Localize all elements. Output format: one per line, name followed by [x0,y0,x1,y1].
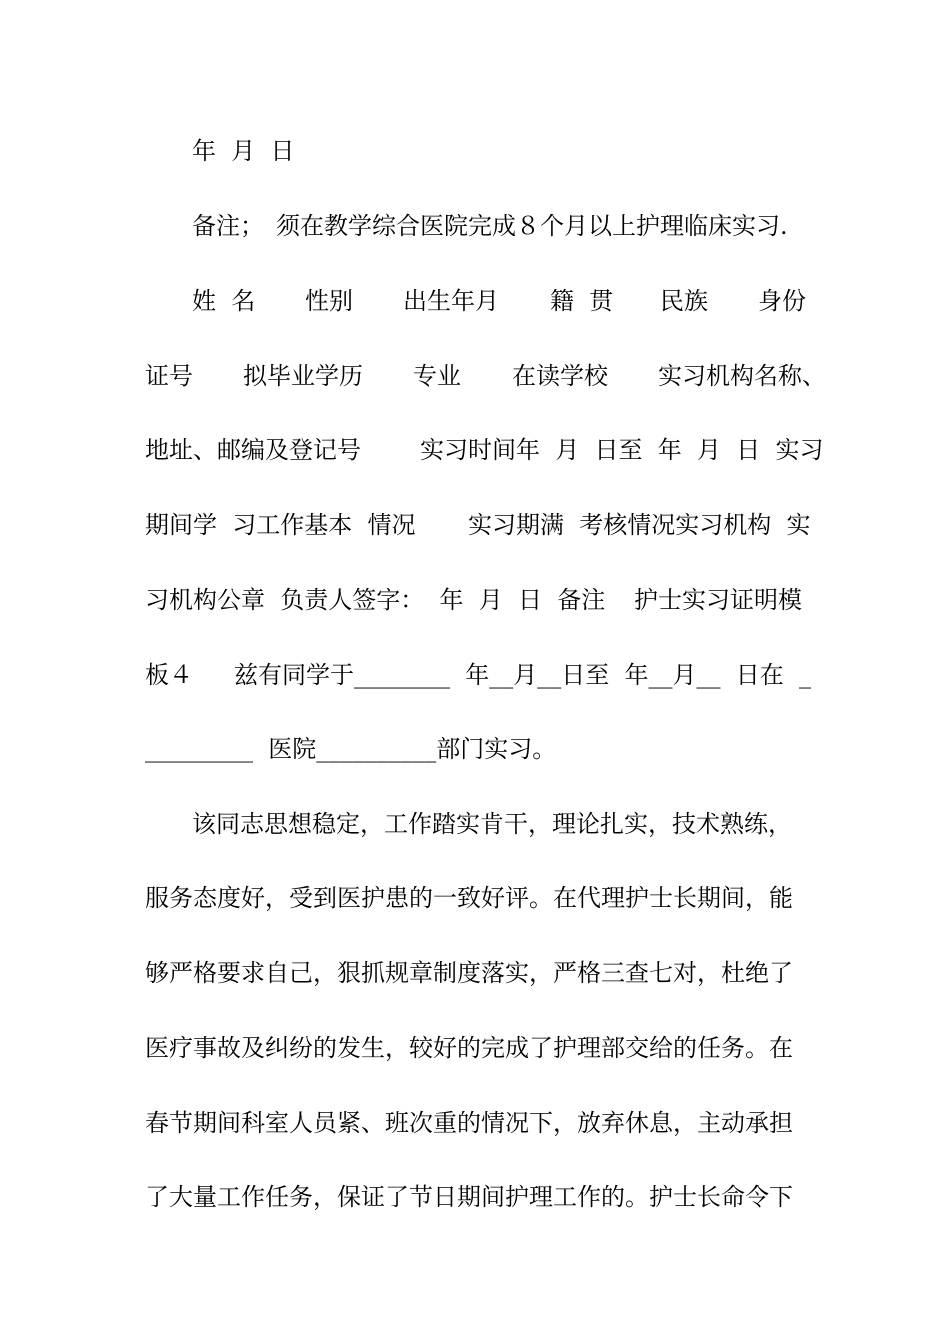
header-assessment: 实习期满 考核情况实习机构 实 [468,511,811,539]
header-degree: 拟毕业学历 [243,362,363,390]
date-line [0,131,950,171]
header-id-part2: 证号 [145,362,193,390]
table-header-line-2 [0,356,950,396]
header-name: 姓 名 [192,287,256,315]
note-text: 须在教学综合医院完成８个月以上护理临床实习. [276,212,788,240]
paragraph-line-6 [0,1177,950,1217]
header-origin: 籍 贯 [550,287,614,315]
header-address: 地址、邮编及登记号 [145,436,361,464]
certificate-text-2: _________ 医院__________部门实习。 [145,735,557,763]
date-text: 年 月 日 [192,137,295,165]
header-work: 期间学 习工作基本 情况 [145,511,416,539]
paragraph-line-3 [0,953,950,993]
header-gender: 性别 [305,287,353,315]
paragraph-line-1 [0,804,950,844]
certificate-text-1: 兹有同学于________ 年__月__日至 年__月__ 日在 _ [234,661,812,689]
certificate-line-1 [0,655,950,695]
table-header-line-3 [0,430,950,470]
template-title-1: 护士实习证明模 [634,586,802,614]
certificate-line-2 [0,729,950,769]
paragraph-text: 够严格要求自己，狠抓规章制度落实，严格三查七对，杜绝了 [145,959,793,987]
note-label: 备注； [192,212,264,240]
header-major: 专业 [413,362,461,390]
paragraph-text: 医疗事故及纠纷的发生，较好的完成了护理部交给的任务。在 [145,1034,793,1062]
paragraph-text: 了大量工作任务，保证了节日期间护理工作的。护士长命令下 [145,1183,793,1211]
table-header-line-4 [0,505,950,545]
header-birth: 出生年月 [403,287,499,315]
template-title-2: 板４ [145,661,193,689]
paragraph-text: 服务态度好，受到医护患的一致好评。在代理护士长期间，能 [145,884,793,912]
paragraph-text: 该同志思想稳定，工作踏实肯干，理论扎实，技术熟练， [192,810,792,838]
table-header-line-5 [0,580,950,620]
header-period: 实习时间年 月 日至 年 月 日 实习 [420,436,824,464]
paragraph-text: 春节期间科室人员紧、班次重的情况下，放弃休息，主动承担 [145,1109,793,1137]
paragraph-line-2 [0,878,950,918]
header-school: 在读学校 [512,362,608,390]
note-line [0,206,950,246]
header-institution: 实习机构名称、 [658,362,826,390]
header-id-part1: 身份 [758,287,806,315]
paragraph-line-4 [0,1028,950,1068]
header-ethnicity: 民族 [660,287,708,315]
table-header-line-1 [0,281,950,321]
paragraph-line-5 [0,1103,950,1143]
header-seal: 习机构公章 负责人签字： 年 月 日 备注 [145,586,606,614]
